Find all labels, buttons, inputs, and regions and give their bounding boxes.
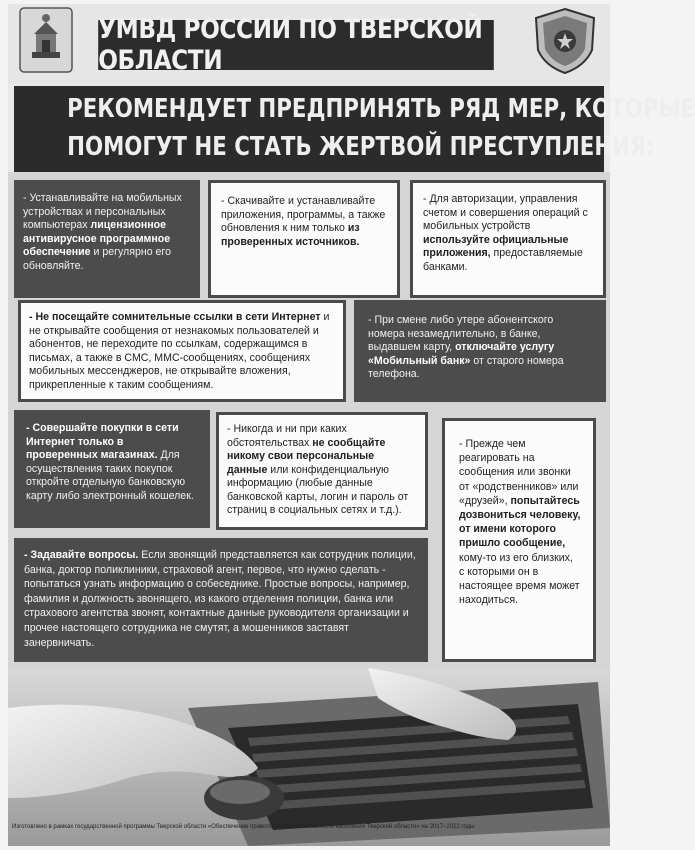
headline [14, 86, 695, 172]
tip-emphasis: из проверенных источников. [221, 222, 360, 248]
tip-text: и регулярно его обновляйте. [23, 246, 171, 272]
tip-text: предоставляемые банками. [423, 247, 583, 273]
tip-text: - Никогда и ни при каких обстоятельствах [227, 423, 347, 449]
tip-suspicious-links [18, 300, 346, 402]
tip-text: кому-то из его близких, с которыми он в настоящее время может находиться. [459, 551, 580, 607]
coat-of-arms-icon [18, 6, 74, 76]
tip-call-back-relatives [442, 418, 596, 662]
tip-official-apps [410, 180, 606, 298]
tip-text: - Для авторизации, управления счетом и совершения операций с мобильных устройств [423, 193, 588, 232]
tip-emphasis: лицензионное антивирусное программное обеспечение [23, 219, 171, 258]
tip-text: - Прежде чем реагировать на сообщения или звонки от «родственников» или «друзей», [459, 438, 579, 507]
tip-text: Если звонящий представляется как сотрудник полиции, банка, доктор поликлиники, страховой агент, первое, что нужно сделать - попытаться узнать информацию о собеседнике. Простые вопросы, например, фамилия и должность звонящего, из какого отделения полиции, банка или страхового агентства звонят, контактные данные руководителя организации и прочее настоящего сотрудника не смутят, а мошенников заставят занервничать. [24, 549, 416, 649]
tip-shopping [14, 410, 210, 528]
tip-emphasis: - Не посещайте сомнительные ссылки в сети Интернет [29, 311, 321, 323]
tip-emphasis: используйте официальные приложения, [423, 233, 569, 259]
headline-line-1: РЕКОМЕНДУЕТ ПРЕДПРИНЯТЬ РЯД МЕР, КОТОРЫЕ [67, 94, 695, 124]
tip-emphasis: - Совершайте покупки в сети Интернет только в проверенных магазинах. [26, 422, 179, 461]
tip-text: - Скачивайте и устанавливайте приложения, программы, а также обновления к ним только [221, 195, 386, 234]
tip-text: и не открывайте сообщения от незнакомых пользователей и абонентов, не переходите по ссылкам, содержащимся в письмах, а также в СМС, ММС-сообщениях, сообщениях мобильных мессенджеров, не открывайте вложения, прикрепленные к таким сообщениям. [29, 311, 330, 391]
header [8, 4, 610, 84]
tip-text: - Устанавливайте на мобильных устройствах и персональных компьютерах [23, 192, 182, 231]
tip-text: или конфиденциальную информацию (любые данные банковской карты, логин и пароль от страниц в социальных сетях и т.д.). [227, 463, 409, 516]
headline-line-2: ПОМОГУТ НЕ СТАТЬ ЖЕРТВОЙ ПРЕСТУПЛЕНИЯ: [67, 132, 656, 162]
tip-ask-questions [14, 538, 428, 662]
tip-trusted-sources [208, 180, 400, 298]
tip-antivirus [14, 180, 200, 298]
tip-personal-data [216, 412, 428, 530]
police-badge-icon [530, 6, 600, 76]
tip-mobile-bank [354, 300, 606, 402]
tip-text: Для осуществления таких покупок откройте отдельную банковскую карту либо электронный кошелек. [26, 449, 194, 502]
page-title: УМВД РОССИИ ПО ТВЕРСКОЙ ОБЛАСТИ [98, 20, 494, 70]
tip-emphasis: попытайтесь дозвониться человеку, от имени которого пришло сообщение, [459, 494, 581, 550]
keyboard-photo [8, 668, 610, 846]
tip-emphasis: не сообщайте никому свои персональные данные [227, 436, 386, 476]
tip-text: от старого номера телефона. [368, 354, 564, 380]
tip-emphasis: - Задавайте вопросы. [24, 549, 139, 561]
poster [8, 4, 695, 846]
tips-area [8, 172, 610, 672]
tip-emphasis: отключайте услугу «Мобильный банк» [368, 341, 555, 367]
tip-text: - При смене либо утере абонентского номера незамедлительно, в банке, выдавшем карту, [368, 314, 554, 353]
footer-note: Изготовлено в рамках государственной программы Тверской области «Обеспечение правопорядка и безопасности населения Тверской области» на 2017–2022 годы [12, 824, 475, 830]
